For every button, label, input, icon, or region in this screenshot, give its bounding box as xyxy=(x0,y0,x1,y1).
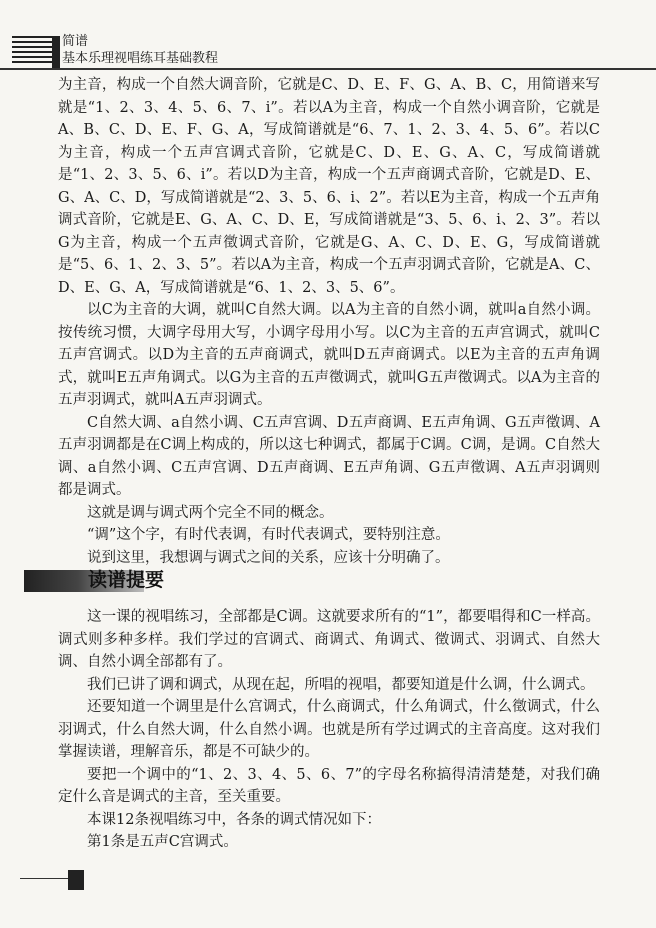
footer-decoration-block xyxy=(68,870,84,890)
paragraph: C自然大调、a自然小调、C五声宫调、D五声商调、E五声角调、G五声徵调、A五声羽调都是在C调上构成的，所以这七种调式，都属于C调。C调，是调。C自然大调、a自然小调、C五声宫调、D五声商调、E五声角调、G五声徵调、A五声羽调则都是调式。 xyxy=(58,414,600,498)
header-rule xyxy=(0,68,656,70)
paragraph: 本课12条视唱练习中，各条的调式情况如下： xyxy=(87,811,381,828)
paragraph: 为主音，构成一个自然大调音阶，它就是C、D、E、F、G、A、B、C，用简谱来写就是“1、2、3、4、5、6、7、i”。若以A为主音，构成一个自然小调音阶，它就是A、B、C、D、E、F、G、A，写成简谱就是“6、7、1、2、3、4、5、6”。若以C为主音，构成一个五声宫调式音阶，它就是C、D、E、G、A、C，写成简谱就是“1、2、3、5、6、i”。若以D为主音，构成一个五声商调式音阶，它就是D、E、G、A、C、D，写成简谱就是“2、3、5、6、i、2”。若以E为主音，构成一个五声角调式音阶，它就是E、G、A、C、D、E，写成简谱就是“3、5、6、i、2、3”。若以G为主音，构成一个五声徵调式音阶，它就是G、A、C、D、E、G，写成简谱就是“5、6、1、2、3、5”。若以A为主音，构成一个五声羽调式音阶，它就是A、C、D、E、G、A，写成简谱就是“6、1、2、3、5、6”。 xyxy=(58,77,600,296)
paragraph: 还要知道一个调里是什么宫调式，什么商调式，什么角调式，什么徵调式，什么羽调式，什么自然大调，什么自然小调。也就是所有学过调式的主音高度。这对我们掌握读谱，理解音乐，都是不可缺少的。 xyxy=(58,699,600,760)
page-header xyxy=(0,0,656,80)
main-text xyxy=(58,74,600,569)
paragraph: 这一课的视唱练习，全部都是C调。这就要求所有的“1”，都要唱得和C一样高。调式则多种多样。我们学过的宫调式、商调式、角调式、徵调式、羽调式、自然大调、自然小调全部都有了。 xyxy=(58,609,600,670)
paragraph: 以C为主音的大调，就叫C自然大调。以A为主音的自然小调，就叫a自然小调。按传统习惯，大调字母用大写，小调字母用小写。以C为主音的五声宫调式，就叫C五声宫调式。以D为主音的五声商调式，就叫D五声商调式。以E为主音的五声角调式，就叫E五声角调式。以G为主音的五声徵调式，就叫G五声徵调式。以A为主音的五声羽调式，就叫A五声羽调式。 xyxy=(58,302,600,408)
header-decoration-lines xyxy=(12,36,52,66)
paragraph: 这就是调与调式两个完全不同的概念。 xyxy=(87,504,334,521)
paragraph: 要把一个调中的“1、2、3、4、5、6、7”的字母名称搞得清清楚楚，对我们确定什么音是调式的主音，至关重要。 xyxy=(58,766,600,805)
paragraph: 说到这里，我想调与调式之间的关系，应该十分明确了。 xyxy=(87,549,450,566)
paragraph: 我们已讲了调和调式，从现在起，所唱的视唱，都要知道是什么调，什么调式。 xyxy=(87,676,595,693)
footer-rule xyxy=(20,878,68,879)
header-book-title: 基本乐理视唱练耳基础教程 xyxy=(62,51,219,66)
paragraph: “调”这个字，有时代表调，有时代表调式，要特别注意。 xyxy=(87,527,450,543)
section-heading xyxy=(24,566,600,594)
section-title: 读谱提要 xyxy=(88,569,165,591)
header-decoration-block xyxy=(52,36,60,68)
page-footer xyxy=(20,868,100,892)
section-text xyxy=(58,606,600,854)
paragraph: 第1条是五声C宫调式。 xyxy=(87,834,238,850)
header-series-title: 简谱 xyxy=(62,34,89,49)
